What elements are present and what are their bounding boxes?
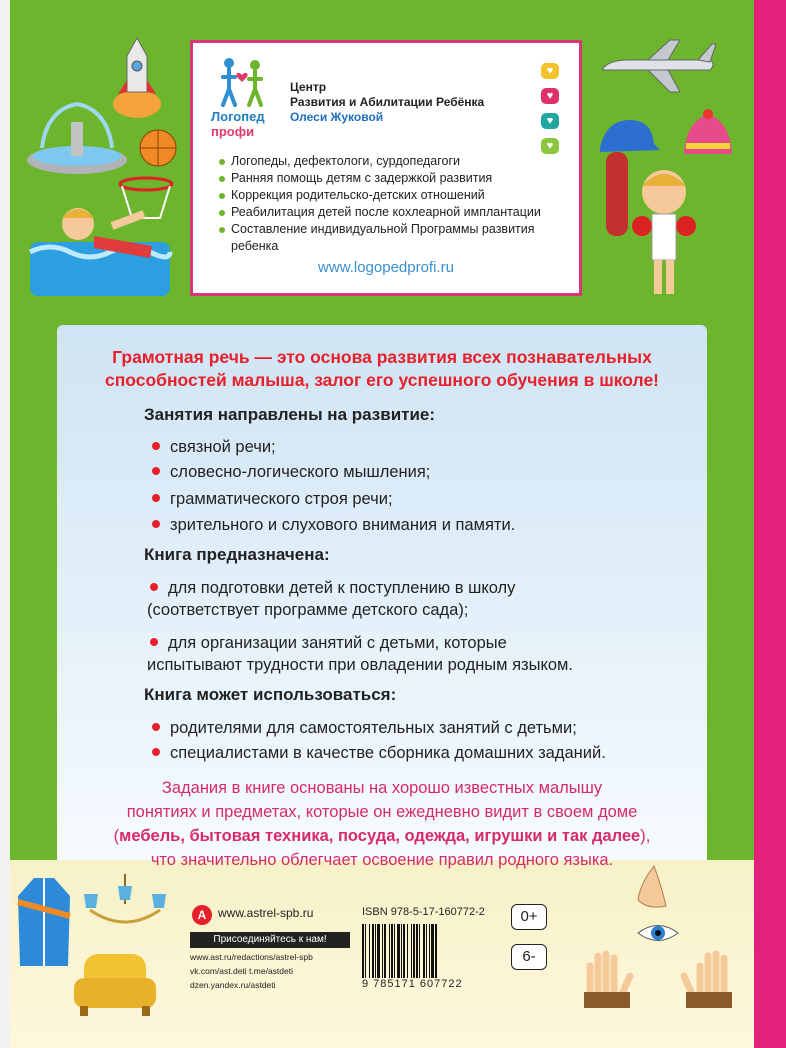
bullet-icon — [150, 638, 158, 646]
center-website[interactable]: www.logopedprofi.ru — [318, 259, 454, 276]
bullet-icon — [152, 442, 160, 450]
footer-line: Задания в книге основаны на хорошо известных малышу — [161, 779, 603, 797]
headline-line-2: способностей малыша, залог его успешного обучения в школе! — [104, 370, 660, 390]
center-name: Олеси Жуковой — [290, 110, 384, 124]
family-logo-icon — [215, 55, 271, 107]
footer-paragraph — [57, 776, 707, 872]
heart-icon: ♥ — [541, 88, 559, 104]
logo-line-1: Логопед — [211, 109, 265, 124]
service-item: Ранняя помощь детям с задержкой развития — [217, 170, 579, 187]
left-edge — [0, 0, 10, 1048]
section3-title: Книга может использоваться: — [144, 685, 397, 704]
section1-item-text: грамматического строя речи; — [170, 490, 393, 508]
dzen-link[interactable]: dzen.yandex.ru/astdeti — [190, 980, 276, 990]
section3-item-text: родителями для самостоятельных занятий с детьми; — [170, 719, 577, 737]
section1-item-text: словесно-логического мышления; — [170, 463, 431, 481]
section1-item-text: зрительного и слухового внимания и памяти. — [170, 516, 516, 534]
bullet-icon — [152, 520, 160, 528]
footer-bold-text: мебель, бытовая техника, посуда, одежда, игрушки и так далее — [119, 827, 641, 845]
center-title: Центр — [290, 80, 327, 94]
bullet-icon — [152, 494, 160, 502]
section2-item-text: для подготовки детей к поступлению в школу — [168, 579, 516, 597]
footer-bracket: ( — [113, 827, 120, 845]
section2-item-continuation: испытывают трудности при овладении родным языком. — [147, 656, 573, 674]
social-links[interactable]: vk.com/ast.deti t.me/astdeti — [190, 966, 293, 976]
bullet-icon — [152, 748, 160, 756]
pink-strip — [754, 0, 786, 1048]
bullet-icon — [152, 723, 160, 731]
section3-item — [152, 717, 577, 739]
age-rating-badge: 0+ — [511, 904, 547, 930]
publisher-url[interactable]: www.astrel-spb.ru — [218, 906, 314, 920]
center-title-block — [290, 80, 484, 125]
section2-title: Книга предназначена: — [144, 545, 330, 564]
center-subtitle: Развития и Абилитации Ребёнка — [290, 95, 485, 109]
logo-wordmark — [211, 109, 265, 139]
jacket-illustration — [16, 872, 72, 972]
section1-item — [152, 488, 393, 510]
publisher-link[interactable]: www.ast.ru/redactions/astrel-spb — [190, 952, 313, 962]
footer-line: что значительно облегчает освоение правил родного языка. — [150, 851, 614, 869]
footer-bracket: ), — [640, 827, 651, 845]
section2-item-continuation: (соответствует программе детского сада); — [147, 601, 469, 619]
eye-illustration — [636, 918, 680, 948]
footer-line-emphasis — [57, 824, 707, 848]
swimmer-illustration — [24, 196, 174, 300]
description-panel — [57, 325, 707, 869]
barcode-number: 9 785171 607722 — [362, 978, 463, 990]
section2-item-text: для организации занятий с детьми, которые — [168, 634, 507, 652]
heart-icon: ♥ — [541, 113, 559, 129]
airplane-illustration — [598, 38, 718, 96]
heart-icon: ♥ — [541, 63, 559, 79]
service-item: Логопеды, дефектологи, сурдопедагоги — [217, 153, 579, 170]
services-list — [217, 153, 579, 255]
service-item: Составление индивидуальной Программы развития ребенка — [217, 221, 579, 255]
section2-item — [150, 632, 507, 654]
section1-item — [152, 514, 515, 536]
isbn: ISBN 978-5-17-160772-2 — [362, 906, 485, 918]
headline — [57, 346, 707, 392]
bullet-icon — [152, 467, 160, 475]
hands-illustration — [580, 946, 750, 1010]
section1-item-text: связной речи; — [170, 438, 276, 456]
age-rating-badge: 6- — [511, 944, 547, 970]
footer-line: понятиях и предметах, которые он ежедневно видит в своем доме — [126, 803, 638, 821]
logo-line-2: профи — [211, 124, 255, 139]
service-item: Коррекция родительско-детских отношений — [217, 187, 579, 204]
section3-item — [152, 742, 606, 764]
section1-item — [152, 436, 276, 458]
heart-icons — [541, 63, 563, 163]
barcode-icon — [360, 924, 486, 980]
section3-item-text: специалистами в качестве сборника домашних заданий. — [170, 744, 606, 762]
section2-item — [150, 577, 515, 599]
boxer-illustration — [600, 152, 716, 302]
publisher-logo-icon: А — [192, 905, 212, 925]
heart-icon: ♥ — [541, 138, 559, 154]
chandelier-illustration — [82, 874, 168, 950]
service-item: Реабилитация детей после кохлеарной имплантации — [217, 204, 579, 221]
section1-item — [152, 461, 430, 483]
bullet-icon — [150, 583, 158, 591]
center-ad-box — [190, 40, 582, 296]
join-us-banner: Присоединяйтесь к нам! — [190, 932, 350, 948]
section1-title: Занятия направлены на развитие: — [144, 405, 436, 424]
armchair-illustration — [70, 950, 160, 1020]
headline-line-1: Грамотная речь — это основа развития всех познавательных — [112, 347, 652, 367]
